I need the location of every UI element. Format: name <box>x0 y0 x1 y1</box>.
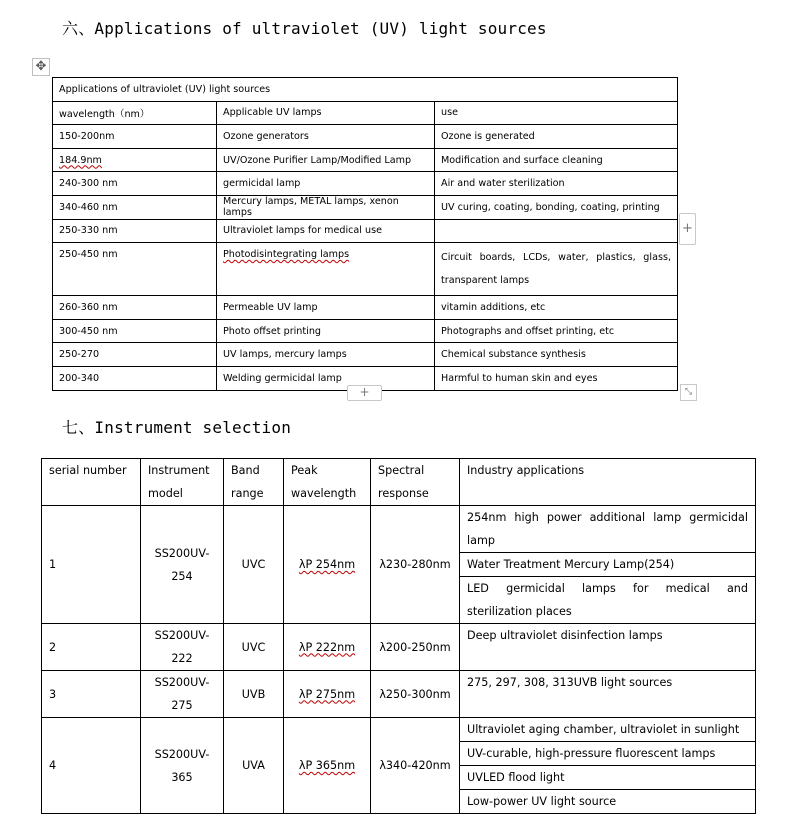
table-row <box>53 319 678 343</box>
cell-wavelength: 250-450 nm <box>53 243 217 296</box>
plus-icon: + <box>682 221 693 236</box>
cell-wavelength: 260-360 nm <box>53 296 217 320</box>
cell-spectral: λ340-420nm <box>371 718 460 814</box>
cell-model: SS200UV-365 <box>141 718 224 814</box>
cell-peak: λP 254nm <box>284 506 371 624</box>
table-row <box>53 148 678 172</box>
table-caption-row <box>53 78 678 102</box>
cell-peak: λP 222nm <box>284 624 371 671</box>
cell-band: UVC <box>224 624 284 671</box>
cell-spectral: λ250-300nm <box>371 671 460 718</box>
cell-wavelength: 340-460 nm <box>53 195 217 219</box>
cell-wavelength: 250-330 nm <box>53 219 217 243</box>
cell-peak: λP 365nm <box>284 718 371 814</box>
cell-use: vitamin additions, etc <box>435 296 678 320</box>
cell-application: 275, 297, 308, 313UVB light sources <box>460 671 756 718</box>
cell-use: Circuit boards, LCDs, water, plastics, glass, transparent lamps <box>435 243 678 296</box>
cell-lamp: UV/Ozone Purifier Lamp/Modified Lamp <box>217 148 435 172</box>
cell-peak: λP 275nm <box>284 671 371 718</box>
table-move-handle-icon[interactable]: ✥ <box>32 58 50 76</box>
cell-application: Low-power UV light source <box>460 790 756 814</box>
cell-use: Chemical substance synthesis <box>435 343 678 367</box>
cell-lamp: Welding germicidal lamp <box>217 366 435 390</box>
header-peak-wavelength: Peak wavelength <box>284 459 371 506</box>
table-row <box>53 125 678 149</box>
header-lamps: Applicable UV lamps <box>217 101 435 125</box>
cell-serial: 2 <box>42 624 141 671</box>
table-header-row <box>42 459 756 506</box>
cell-application: Water Treatment Mercury Lamp(254) <box>460 553 756 577</box>
cell-lamp: Ozone generators <box>217 125 435 149</box>
cell-wavelength: 300-450 nm <box>53 319 217 343</box>
table-row <box>53 219 678 243</box>
cell-lamp: Permeable UV lamp <box>217 296 435 320</box>
table-row <box>53 172 678 196</box>
cell-model: SS200UV-275 <box>141 671 224 718</box>
instrument-selection-table <box>41 458 756 814</box>
header-industry-applications: Industry applications <box>460 459 756 506</box>
cell-application: Deep ultraviolet disinfection lamps <box>460 624 756 671</box>
table-row <box>42 506 756 553</box>
cell-use: Air and water sterilization <box>435 172 678 196</box>
cell-use: Photographs and offset printing, etc <box>435 319 678 343</box>
cell-application: LED germicidal lamps for medical and sterilization places <box>460 577 756 624</box>
cell-use: Harmful to human skin and eyes <box>435 366 678 390</box>
cell-use: UV curing, coating, bonding, coating, printing <box>435 195 678 219</box>
header-use: use <box>435 101 678 125</box>
cell-wavelength: 240-300 nm <box>53 172 217 196</box>
cell-application: 254nm high power additional lamp germicidal lamp <box>460 506 756 553</box>
table-row <box>42 624 756 671</box>
header-spectral-response: Spectral response <box>371 459 460 506</box>
cell-lamp: germicidal lamp <box>217 172 435 196</box>
add-row-button[interactable] <box>347 385 382 401</box>
cell-spectral: λ200-250nm <box>371 624 460 671</box>
table-row <box>42 671 756 718</box>
cell-band: UVB <box>224 671 284 718</box>
table-row <box>53 343 678 367</box>
cell-use: Modification and surface cleaning <box>435 148 678 172</box>
cell-application: UVLED flood light <box>460 766 756 790</box>
cell-lamp: Photo offset printing <box>217 319 435 343</box>
cell-application: UV-curable, high-pressure fluorescent lamps <box>460 742 756 766</box>
section-6-heading: 六、Applications of ultraviolet (UV) light sources <box>62 19 547 38</box>
cell-wavelength: 200-340 <box>53 366 217 390</box>
plus-icon: + <box>359 385 370 399</box>
table-header-row <box>53 101 678 125</box>
table-row <box>53 243 678 296</box>
cell-band: UVA <box>224 718 284 814</box>
cell-serial: 3 <box>42 671 141 718</box>
cell-wavelength: 150-200nm <box>53 125 217 149</box>
cell-serial: 4 <box>42 718 141 814</box>
table-row <box>42 718 756 742</box>
add-column-button[interactable] <box>679 213 696 245</box>
header-band-range: Band range <box>224 459 284 506</box>
cell-serial: 1 <box>42 506 141 624</box>
cell-lamp: UV lamps, mercury lamps <box>217 343 435 367</box>
cell-model: SS200UV-222 <box>141 624 224 671</box>
table-caption: Applications of ultraviolet (UV) light sources <box>53 78 678 102</box>
cell-lamp: Photodisintegrating lamps <box>217 243 435 296</box>
cell-model: SS200UV-254 <box>141 506 224 624</box>
cell-wavelength: 250-270 <box>53 343 217 367</box>
cell-wavelength: 184.9nm <box>53 148 217 172</box>
table-row <box>53 195 678 219</box>
cell-use: Ozone is generated <box>435 125 678 149</box>
cell-spectral: λ230-280nm <box>371 506 460 624</box>
uv-applications-table <box>52 77 678 391</box>
table-resize-handle-icon[interactable]: ⤡ <box>680 384 697 401</box>
cell-application: Ultraviolet aging chamber, ultraviolet in sunlight <box>460 718 756 742</box>
cell-band: UVC <box>224 506 284 624</box>
header-wavelength: wavelength（nm） <box>53 101 217 125</box>
cell-lamp: Ultraviolet lamps for medical use <box>217 219 435 243</box>
header-instrument-model: Instrument model <box>141 459 224 506</box>
cell-lamp: Mercury lamps, METAL lamps, xenon lamps <box>217 195 435 219</box>
cell-use <box>435 219 678 243</box>
section-7-heading: 七、Instrument selection <box>62 418 292 437</box>
table-row <box>53 296 678 320</box>
header-serial-number: serial number <box>42 459 141 506</box>
